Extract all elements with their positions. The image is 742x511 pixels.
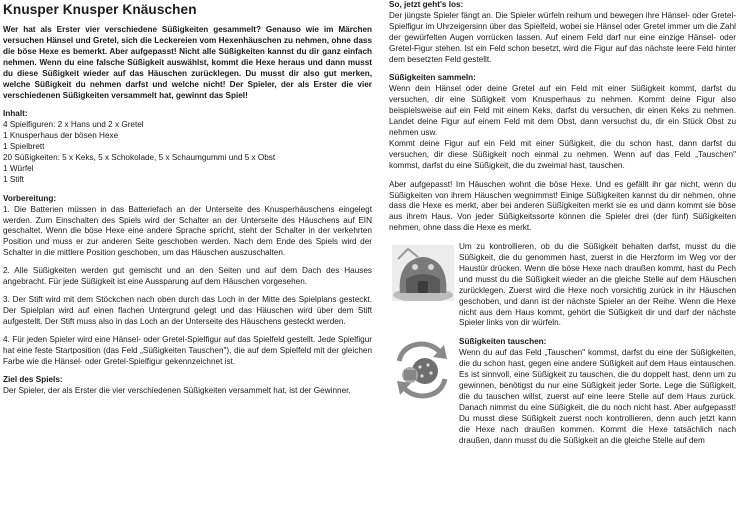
collect-paragraph: Aber aufgepasst! Im Häuschen wohnt die böse Hexe. Und es gefällt ihr gar nicht, wenn du Süßigkeiten von ihrem Häuschen wegnimmst! Einige Süßigkeiten kannst du dir nehmen, ohne dass die Hexe es merkt, aber bei anderen Süßigkeiten merkt sie es und dann kommt sie böse aus ihrem Haus. Von jeder Süßigkeitssorte können die Spieler drei (der fünf) Süßigkeiten nehmen, ohne dass die Hexe es merkt. xyxy=(389,179,736,233)
goal-section xyxy=(3,375,372,397)
preparation-step: 1. Die Batterien müssen in das Batteriefach an der Unterseite des Knusperhäuschens eingelegt werden. Zum Einschalten des Spiels wird der Schalter an der Unterseite des Häuschens auf EIN geschaltet. Wenn die böse Hexe eine andere Sprache spricht, steht der Schalter in der verkehrten Position und muss er zur anderen Seite geschoben werden. Nach dem Ende des Spiels wird der Schalter in die mittlere Position geschoben, um das Häuschen auszuschalten. xyxy=(3,204,372,258)
play-text: Der jüngste Spieler fängt an. Die Spieler würfeln reihum und bewegen ihre Hänsel- oder Gretel-Spielfigur im Uhrzeigersinn über das Spielfeld, wobei sie Hänsel oder Gretel immer um die Zahl der gewürfelten Augen vorrücken lassen. Auf einem Feld darf nur eine einzige Hänsel- oder Gretel-Figur stehen. Ist ein Feld schon besetzt, wird die Figur auf das nächste leere Feld hinter dem besetzten Feld gestellt. xyxy=(389,10,736,64)
preparation-step: 3. Der Stift wird mit dem Stöckchen nach oben durch das Loch in der Mitte des Spielplans gesteckt. Der Spielplan wird auf einen flachen Untergrund gelegt und das Häuschen wird über dem Stift aufgestellt. Der Stift muss also in das Loch an der Unterseite des Häuschens gesteckt werden. xyxy=(3,295,372,326)
collect-heading: Süßigkeiten sammeln: xyxy=(389,73,476,83)
goal-heading: Ziel des Spiels: xyxy=(3,375,63,385)
right-column xyxy=(389,0,736,446)
preparation-step: 2. Alle Süßigkeiten werden gut gemischt und an den Seiten und auf dem Dach des Hauses angebracht. Für jede Süßigkeit ist eine Aussparung auf dem Häuschen vorgesehen. xyxy=(3,266,372,287)
contents-item: 1 Knusperhaus der bösen Hexe xyxy=(3,131,119,141)
witch-house-illustration xyxy=(392,245,454,301)
contents-item: 1 Würfel xyxy=(3,163,34,173)
preparation-step: 4. Für jeden Spieler wird eine Hänsel- oder Gretel-Spielfigur auf das Spielfeld gestellt. Jede Spielfigur hat eine feste Startposition (das Feld „Süßigkeiten Tauschen"), die auf dem Spielfeld mit der gleichen Farbe wie die Hänsel- oder Gretel-Spielfigur gekennzeichnet ist. xyxy=(3,334,372,366)
intro-paragraph: Wer hat als Erster vier verschiedene Süßigkeiten gesammelt? Genauso wie im Märchen versuchen Hänsel und Gretel, sich die Leckereien vom Hexenhäuschen zu nehmen, ohne dass die böse Hexe es bemerkt. Aber aufgepasst! Nicht alle Süßigkeiten kannst du dir ganz einfach nehmen. Wenn du eine falsche Süßigkeit auswählst, kommt die Hexe heraus und dann musst du diese Süßigkeit wieder auf das Häuschen zurücklegen. Du musst dir also gut merken, welche Süßigkeit du nehmen darfst und welche nicht! Der Spieler, der als Erster die vier verschiedenen Süßigkeiten versammelt hat, gewinnt das Spiel! xyxy=(3,25,372,100)
contents-item: 20 Süßigkeiten: 5 x Keks, 5 x Schokolade, 5 x Schaumgummi und 5 x Obst xyxy=(3,153,276,163)
swap-text: Wenn du auf das Feld „Tauschen" kommst, darfst du eine der Süßigkeiten, die du schon hast, gegen eine andere Süßigkeit auf dem Haus eintauschen. Es ist sinnvoll, eine Süßigkeit zu tauschen, die du doppelt hast, denn um zu gewinnen, benötigst du nur eine Süßigkeit jeder Sorte. Lege die Süßigkeit, die du tauschen willst, zuerst auf eine leere Stelle auf dem Haus zurück. Danach nimmst du eine Süßigkeit, die du noch nicht hast. Aber aufgepasst! Du musst diese Süßigkeit zuerst noch kontrollieren, denn auch jetzt kann die Hexe nach draußen kommen. Kommt die Hexe tatsächlich nach draußen, dann musst du die Süßigkeit an die gleiche Stelle auf dem xyxy=(459,348,736,445)
document-title: Knusper Knusper Knäuschen xyxy=(3,2,197,17)
preparation-section xyxy=(3,194,372,368)
contents-section xyxy=(3,109,372,185)
swap-arrows-illustration xyxy=(389,337,455,403)
contents-item: 1 Stift xyxy=(3,174,24,184)
contents-item: 1 Spielbrett xyxy=(3,142,45,152)
check-row xyxy=(389,242,736,329)
contents-heading: Inhalt: xyxy=(3,109,28,119)
contents-item: 4 Spielfiguren: 2 x Hans und 2 x Gretel xyxy=(3,120,144,130)
swap-heading: Süßigkeiten tauschen: xyxy=(459,337,547,347)
goal-text: Der Spieler, der als Erster die vier verschiedenen Süßigkeiten versammelt hat, ist der Gewinner. xyxy=(3,386,351,396)
left-column xyxy=(0,0,372,397)
image-column xyxy=(389,242,459,329)
swap-row xyxy=(389,337,736,446)
preparation-heading: Vorbereitung: xyxy=(3,193,57,203)
image-column xyxy=(389,337,459,446)
check-text-column xyxy=(459,242,736,329)
collect-paragraph: Kommt deine Figur auf ein Feld mit einer Süßigkeit, die du schon hast, dann darfst du versuchen, dir diese Süßigkeit noch einmal zu nehmen. Wenn auf das Feld „Tauschen" kommst, darfst du eine Süßigkeit, die du zweimal hast, tauschen. xyxy=(389,138,736,170)
collect-paragraph: Um zu kontrollieren, ob du die Süßigkeit behalten darfst, musst du die Süßigkeit, die du genommen hast, zuerst in die Herzform im Weg vor der Haustür drücken. Wenn die böse Hexe nach draußen kommt, hast du Pech und musst du die Süßigkeit wieder an die gleiche Stelle auf dem Häuschen zurücklegen. Zuerst wird die Hexe noch vorsichtig zurück in ihr Häuschen geschoben, und dann ist der nächste Spieler an der Reihe. Wenn die Hexe nicht aus dem Haus kommt, gehört die Süßigkeit dir und darf der nächste Spieler links von dir würfeln. xyxy=(459,242,736,328)
collect-paragraph: Wenn dein Hänsel oder deine Gretel auf ein Feld mit einer Süßigkeit kommt, darfst du versuchen, dir eine Süßigkeit vom Knusperhaus zu nehmen. Kommt deine Figur also beispielsweise auf ein Feld mit einem Keks, darfst du versuchen, dir einen Keks zu nehmen. Landet deine Figur auf einem Feld mit dem Obst, dann versuchst du, dir ein Stück Obst zu nehmen usw. xyxy=(389,84,736,137)
swap-text-column xyxy=(459,337,736,446)
play-heading: So, jetzt geht's los: xyxy=(389,0,464,9)
